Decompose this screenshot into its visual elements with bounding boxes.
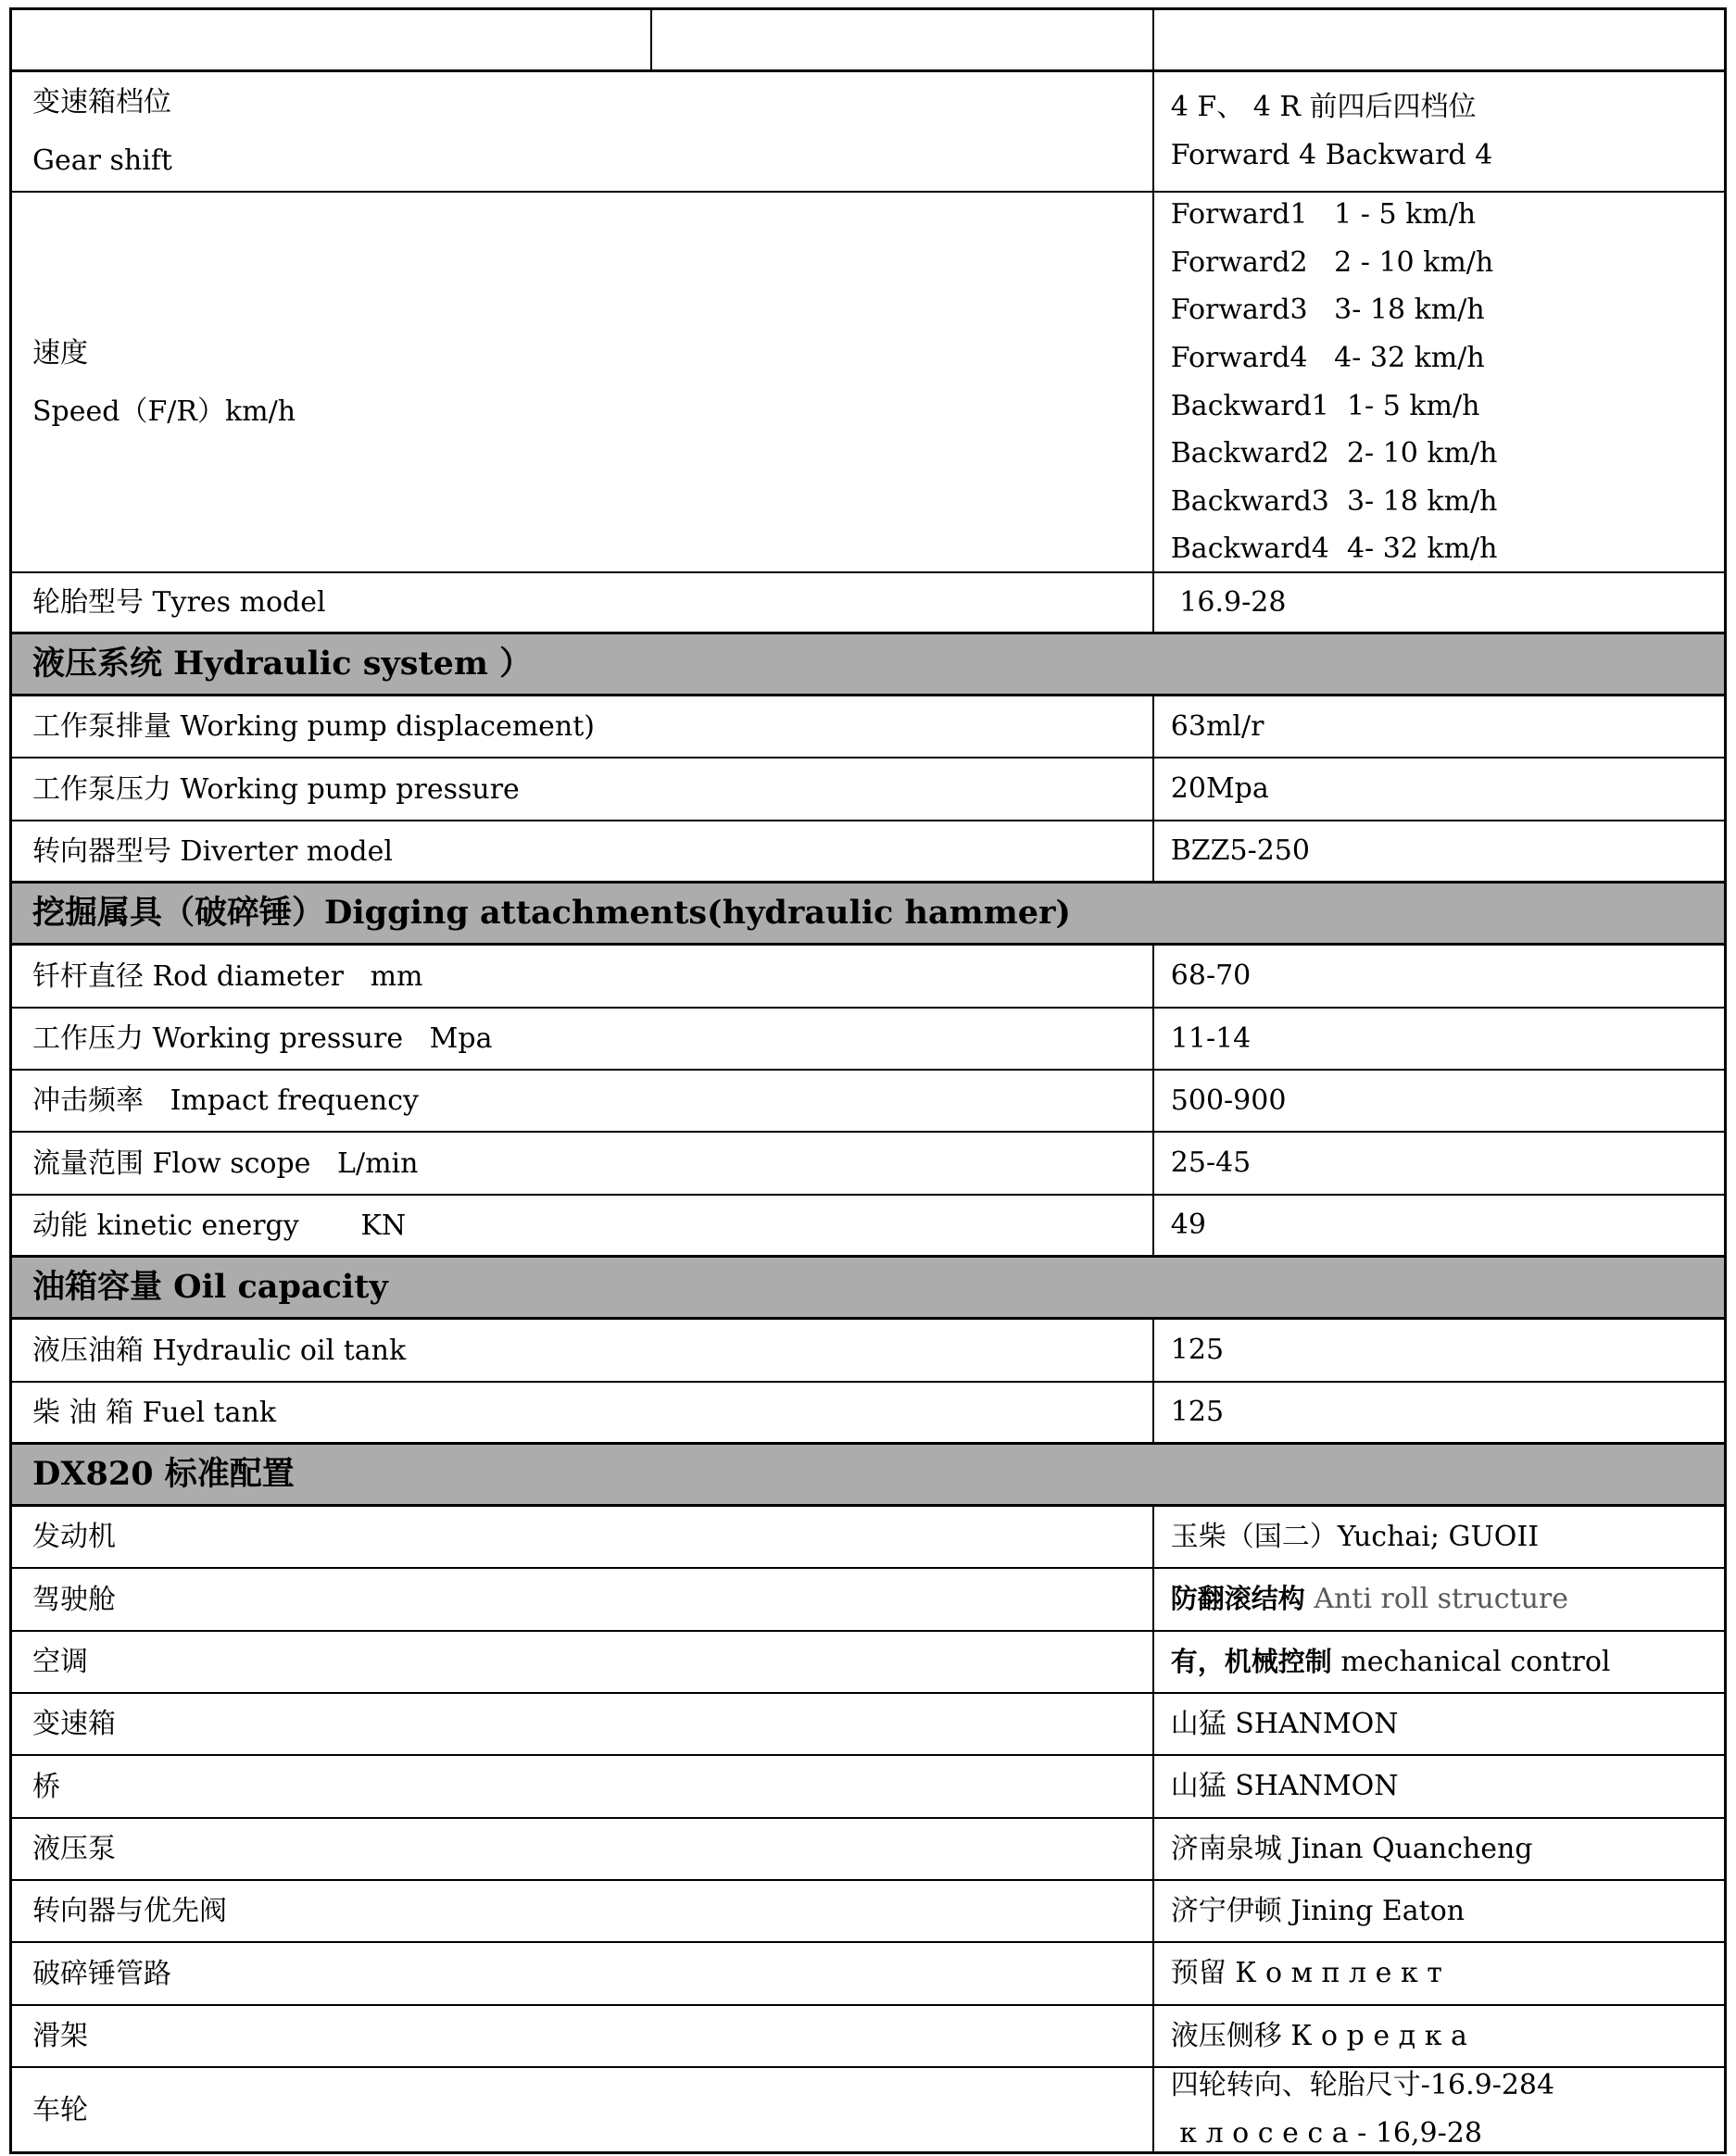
top-cell-right bbox=[1152, 10, 1724, 69]
text-line bbox=[32, 382, 1143, 441]
spec-value-cell bbox=[1152, 1694, 1724, 1754]
value-text: Forward2 2 - 10 km/h bbox=[1170, 245, 1494, 279]
text-line bbox=[1171, 1575, 1715, 1623]
text-line bbox=[1171, 1949, 1715, 1998]
label-text: 液压油箱 Hydraulic oil tank bbox=[32, 1334, 407, 1367]
table-row bbox=[12, 1756, 1724, 1819]
text-line bbox=[32, 1695, 1143, 1753]
value-text: 防翻滚结构 bbox=[1170, 1583, 1305, 1615]
text-line bbox=[1171, 334, 1715, 382]
value-text: к л о с е с а - 16,9-28 bbox=[1170, 2117, 1482, 2150]
spec-value-cell bbox=[1152, 946, 1724, 1007]
spec-value-cell bbox=[1152, 72, 1724, 191]
spec-label-cell bbox=[12, 573, 1152, 632]
spec-label-cell bbox=[12, 72, 1152, 191]
label-text: 速度 bbox=[32, 336, 88, 370]
spec-label-cell bbox=[12, 1943, 1152, 2004]
spec-value-cell bbox=[1152, 573, 1724, 632]
text-line bbox=[32, 645, 1715, 683]
text-line bbox=[1171, 827, 1715, 875]
label-text: 车轮 bbox=[32, 2093, 88, 2126]
spec-value-cell bbox=[1152, 193, 1724, 571]
text-line bbox=[1171, 579, 1715, 627]
table-row bbox=[12, 1133, 1724, 1196]
text-line bbox=[1171, 1201, 1715, 1249]
text-line bbox=[32, 1508, 1143, 1566]
text-line bbox=[32, 822, 1143, 881]
spec-value-cell bbox=[1152, 1819, 1724, 1879]
table-row bbox=[12, 1196, 1724, 1258]
table-row bbox=[12, 1694, 1724, 1756]
section-header-row bbox=[12, 634, 1724, 696]
value-text: 11-14 bbox=[1170, 1022, 1252, 1055]
section-title-text: 挖掘属具（破碎锤）Digging attachments(hydraulic hammer) bbox=[32, 894, 1071, 932]
text-line bbox=[32, 132, 1143, 190]
value-text: 济宁伊顿 Jining Eaton bbox=[1170, 1894, 1466, 1927]
label-text: 变速箱 bbox=[32, 1708, 116, 1740]
value-text: 125 bbox=[1170, 1396, 1225, 1429]
label-text: 转向器型号 Diverter model bbox=[32, 834, 393, 868]
spec-label-cell bbox=[12, 758, 1152, 820]
text-line bbox=[32, 2007, 1143, 2065]
text-line bbox=[1171, 132, 1715, 180]
section-header bbox=[12, 634, 1724, 694]
spec-value-cell bbox=[1152, 1383, 1724, 1442]
section-title-text: 液压系统 Hydraulic system ） bbox=[32, 645, 533, 683]
value-text: Backward1 1- 5 km/h bbox=[1170, 389, 1480, 422]
text-line bbox=[1171, 1762, 1715, 1811]
value-text: Forward4 4- 32 km/h bbox=[1170, 341, 1485, 374]
label-text: Gear shift bbox=[32, 144, 172, 177]
value-text: 济南泉城 Jinan Quancheng bbox=[1170, 1832, 1533, 1865]
text-line bbox=[1171, 952, 1715, 1000]
table-row bbox=[12, 193, 1724, 573]
value-text: BZZ5-250 bbox=[1170, 834, 1310, 868]
text-line bbox=[1171, 1139, 1715, 1187]
spec-label-cell bbox=[12, 1881, 1152, 1941]
label-text: 工作泵压力 Working pump pressure bbox=[32, 772, 520, 806]
table-row bbox=[12, 573, 1724, 634]
text-line bbox=[1171, 286, 1715, 334]
text-line bbox=[1171, 430, 1715, 478]
value-text: Forward3 3- 18 km/h bbox=[1170, 294, 1485, 327]
text-line bbox=[32, 1882, 1143, 1940]
value-text: 68-70 bbox=[1170, 959, 1252, 993]
label-text: 桥 bbox=[32, 1770, 60, 1803]
label-text: 流量范围 Flow scope L/min bbox=[32, 1147, 419, 1180]
text-line bbox=[32, 2081, 1143, 2139]
text-line bbox=[1171, 83, 1715, 132]
text-line bbox=[1171, 382, 1715, 431]
text-line bbox=[1171, 2068, 1715, 2110]
text-line bbox=[32, 1945, 1143, 2003]
spec-label-cell bbox=[12, 1632, 1152, 1692]
value-text: Anti roll structure bbox=[1304, 1583, 1569, 1616]
value-text: 20Mpa bbox=[1170, 772, 1269, 806]
spec-value-cell bbox=[1152, 1071, 1724, 1131]
value-text: 四轮转向、轮胎尺寸-16.9-284 bbox=[1170, 2069, 1555, 2102]
spec-table bbox=[9, 7, 1727, 2154]
spec-label-cell bbox=[12, 1009, 1152, 1069]
text-line bbox=[1171, 478, 1715, 526]
text-line bbox=[32, 1384, 1143, 1442]
table-row bbox=[12, 1071, 1724, 1133]
section-header-row bbox=[12, 884, 1724, 946]
label-text: 转向器与优先阀 bbox=[32, 1895, 227, 1927]
text-line bbox=[32, 1322, 1143, 1380]
spec-value-cell bbox=[1152, 1320, 1724, 1381]
spec-value-cell bbox=[1152, 696, 1724, 757]
text-line bbox=[32, 697, 1143, 756]
spec-label-cell bbox=[12, 1196, 1152, 1255]
table-row bbox=[12, 1819, 1724, 1881]
value-text: 有，机械控制 bbox=[1170, 1645, 1332, 1677]
spec-label-cell bbox=[12, 1819, 1152, 1879]
section-title-text: 油箱容量 Oil capacity bbox=[32, 1268, 388, 1306]
spec-label-cell bbox=[12, 1133, 1152, 1194]
text-line bbox=[1171, 2012, 1715, 2061]
table-row bbox=[12, 1009, 1724, 1071]
spec-label-cell bbox=[12, 1071, 1152, 1131]
text-line bbox=[1171, 1825, 1715, 1874]
text-line bbox=[32, 1197, 1143, 1255]
table-row bbox=[12, 2006, 1724, 2068]
label-text: 变速箱档位 bbox=[32, 86, 171, 119]
spec-label-cell bbox=[12, 1320, 1152, 1381]
table-row bbox=[12, 821, 1724, 884]
spec-value-cell bbox=[1152, 1756, 1724, 1817]
value-text: mechanical control bbox=[1331, 1645, 1611, 1678]
section-header bbox=[12, 1445, 1724, 1504]
table-row bbox=[12, 72, 1724, 193]
spec-label-cell bbox=[12, 2006, 1152, 2066]
label-text: 动能 kinetic energy KN bbox=[32, 1209, 407, 1242]
label-text: 轮胎型号 Tyres model bbox=[32, 586, 326, 619]
text-line bbox=[32, 573, 1143, 632]
value-text: Forward 4 Backward 4 bbox=[1170, 139, 1493, 171]
text-line bbox=[32, 1758, 1143, 1816]
text-line bbox=[32, 760, 1143, 819]
spec-label-cell bbox=[12, 1383, 1152, 1442]
value-text: 预留 К о м п л е к т bbox=[1170, 1957, 1442, 1990]
table-row bbox=[12, 1320, 1724, 1383]
text-line bbox=[32, 1072, 1143, 1130]
spec-value-cell bbox=[1152, 821, 1724, 881]
text-line bbox=[32, 1571, 1143, 1629]
section-header bbox=[12, 1258, 1724, 1317]
text-line bbox=[32, 1009, 1143, 1068]
spec-value-cell bbox=[1152, 1569, 1724, 1630]
spec-label-cell bbox=[12, 1507, 1152, 1567]
label-text: 空调 bbox=[32, 1646, 88, 1678]
text-line bbox=[1171, 239, 1715, 287]
table-row bbox=[12, 1569, 1724, 1632]
text-line bbox=[1171, 2110, 1715, 2151]
spec-value-cell bbox=[1152, 2068, 1724, 2151]
spec-value-cell bbox=[1152, 1133, 1724, 1194]
table-row bbox=[12, 946, 1724, 1009]
spec-value-cell bbox=[1152, 1196, 1724, 1255]
value-text: 山猛 SHANMON bbox=[1170, 1770, 1399, 1803]
value-text: 16.9-28 bbox=[1170, 585, 1287, 619]
label-text: 发动机 bbox=[32, 1521, 116, 1553]
text-line bbox=[1171, 1015, 1715, 1063]
value-text: 液压侧移 К о р е д к а bbox=[1170, 2019, 1467, 2052]
label-text: 钎杆直径 Rod diameter mm bbox=[32, 959, 423, 993]
spec-value-cell bbox=[1152, 1507, 1724, 1567]
text-line bbox=[1171, 1513, 1715, 1561]
spec-value-cell bbox=[1152, 758, 1724, 820]
text-line bbox=[32, 324, 1143, 382]
section-header bbox=[12, 884, 1724, 943]
spec-label-cell bbox=[12, 1569, 1152, 1630]
value-text: Backward4 4- 32 km/h bbox=[1170, 533, 1498, 566]
section-title-text: DX820 标准配置 bbox=[32, 1455, 295, 1493]
table-row bbox=[12, 1632, 1724, 1694]
text-line bbox=[32, 1134, 1143, 1193]
label-text: 驾驶舱 bbox=[32, 1583, 116, 1616]
label-text: Speed（F/R）km/h bbox=[32, 395, 296, 428]
spec-label-cell bbox=[12, 946, 1152, 1007]
spec-value-cell bbox=[1152, 1881, 1724, 1941]
value-text: Forward1 1 - 5 km/h bbox=[1170, 198, 1477, 232]
text-line bbox=[1171, 1700, 1715, 1749]
text-line bbox=[32, 947, 1143, 1006]
text-line bbox=[32, 1633, 1143, 1691]
text-line bbox=[1171, 1887, 1715, 1936]
text-line bbox=[32, 894, 1715, 933]
label-text: 破碎锤管路 bbox=[32, 1957, 171, 1990]
text-line bbox=[32, 1455, 1715, 1494]
spec-label-cell bbox=[12, 1756, 1152, 1817]
label-text: 工作泵排量 Working pump displacement) bbox=[32, 710, 596, 743]
table-top-row bbox=[12, 10, 1724, 72]
value-text: 玉柴（国二）Yuchai; GUOII bbox=[1170, 1520, 1540, 1553]
spec-value-cell bbox=[1152, 2006, 1724, 2066]
top-cell-left bbox=[12, 10, 650, 69]
value-text: 500-900 bbox=[1170, 1084, 1287, 1117]
spec-value-cell bbox=[1152, 1943, 1724, 2004]
text-line bbox=[1171, 1638, 1715, 1686]
text-line bbox=[32, 1820, 1143, 1878]
text-line bbox=[32, 73, 1143, 132]
label-text: 冲击频率 Impact frequency bbox=[32, 1084, 419, 1117]
value-text: Backward2 2- 10 km/h bbox=[1170, 437, 1498, 470]
section-header-row bbox=[12, 1258, 1724, 1320]
value-text: 25-45 bbox=[1170, 1147, 1252, 1180]
value-text: 4 F、 4 R 前四后四档位 bbox=[1170, 91, 1477, 124]
spec-value-cell bbox=[1152, 1632, 1724, 1692]
text-line bbox=[32, 1268, 1715, 1307]
value-text: 63ml/r bbox=[1170, 709, 1264, 743]
table-row bbox=[12, 2068, 1724, 2151]
text-line bbox=[1171, 193, 1715, 239]
text-line bbox=[1171, 1077, 1715, 1125]
spec-value-cell bbox=[1152, 1009, 1724, 1069]
value-text: 125 bbox=[1170, 1334, 1225, 1367]
spec-label-cell bbox=[12, 2068, 1152, 2151]
section-header-row bbox=[12, 1445, 1724, 1507]
table-row bbox=[12, 1881, 1724, 1943]
label-text: 工作压力 Working pressure Mpa bbox=[32, 1022, 493, 1055]
table-row bbox=[12, 1943, 1724, 2006]
table-row bbox=[12, 696, 1724, 758]
label-text: 液压泵 bbox=[32, 1833, 116, 1865]
spec-label-cell bbox=[12, 193, 1152, 571]
spec-label-cell bbox=[12, 696, 1152, 757]
table-row bbox=[12, 758, 1724, 821]
value-text: 49 bbox=[1170, 1209, 1206, 1242]
text-line bbox=[1171, 765, 1715, 813]
text-line bbox=[1171, 1388, 1715, 1436]
text-line bbox=[1171, 703, 1715, 751]
value-text: Backward3 3- 18 km/h bbox=[1170, 484, 1498, 518]
text-line bbox=[1171, 1326, 1715, 1374]
label-text: 柴 油 箱 Fuel tank bbox=[32, 1396, 277, 1429]
spec-label-cell bbox=[12, 821, 1152, 881]
text-line bbox=[1171, 525, 1715, 573]
table-row bbox=[12, 1383, 1724, 1445]
table-row bbox=[12, 1507, 1724, 1569]
spec-label-cell bbox=[12, 1694, 1152, 1754]
top-cell-middle bbox=[650, 10, 1151, 69]
label-text: 滑架 bbox=[32, 2020, 88, 2052]
value-text: 山猛 SHANMON bbox=[1170, 1707, 1399, 1740]
